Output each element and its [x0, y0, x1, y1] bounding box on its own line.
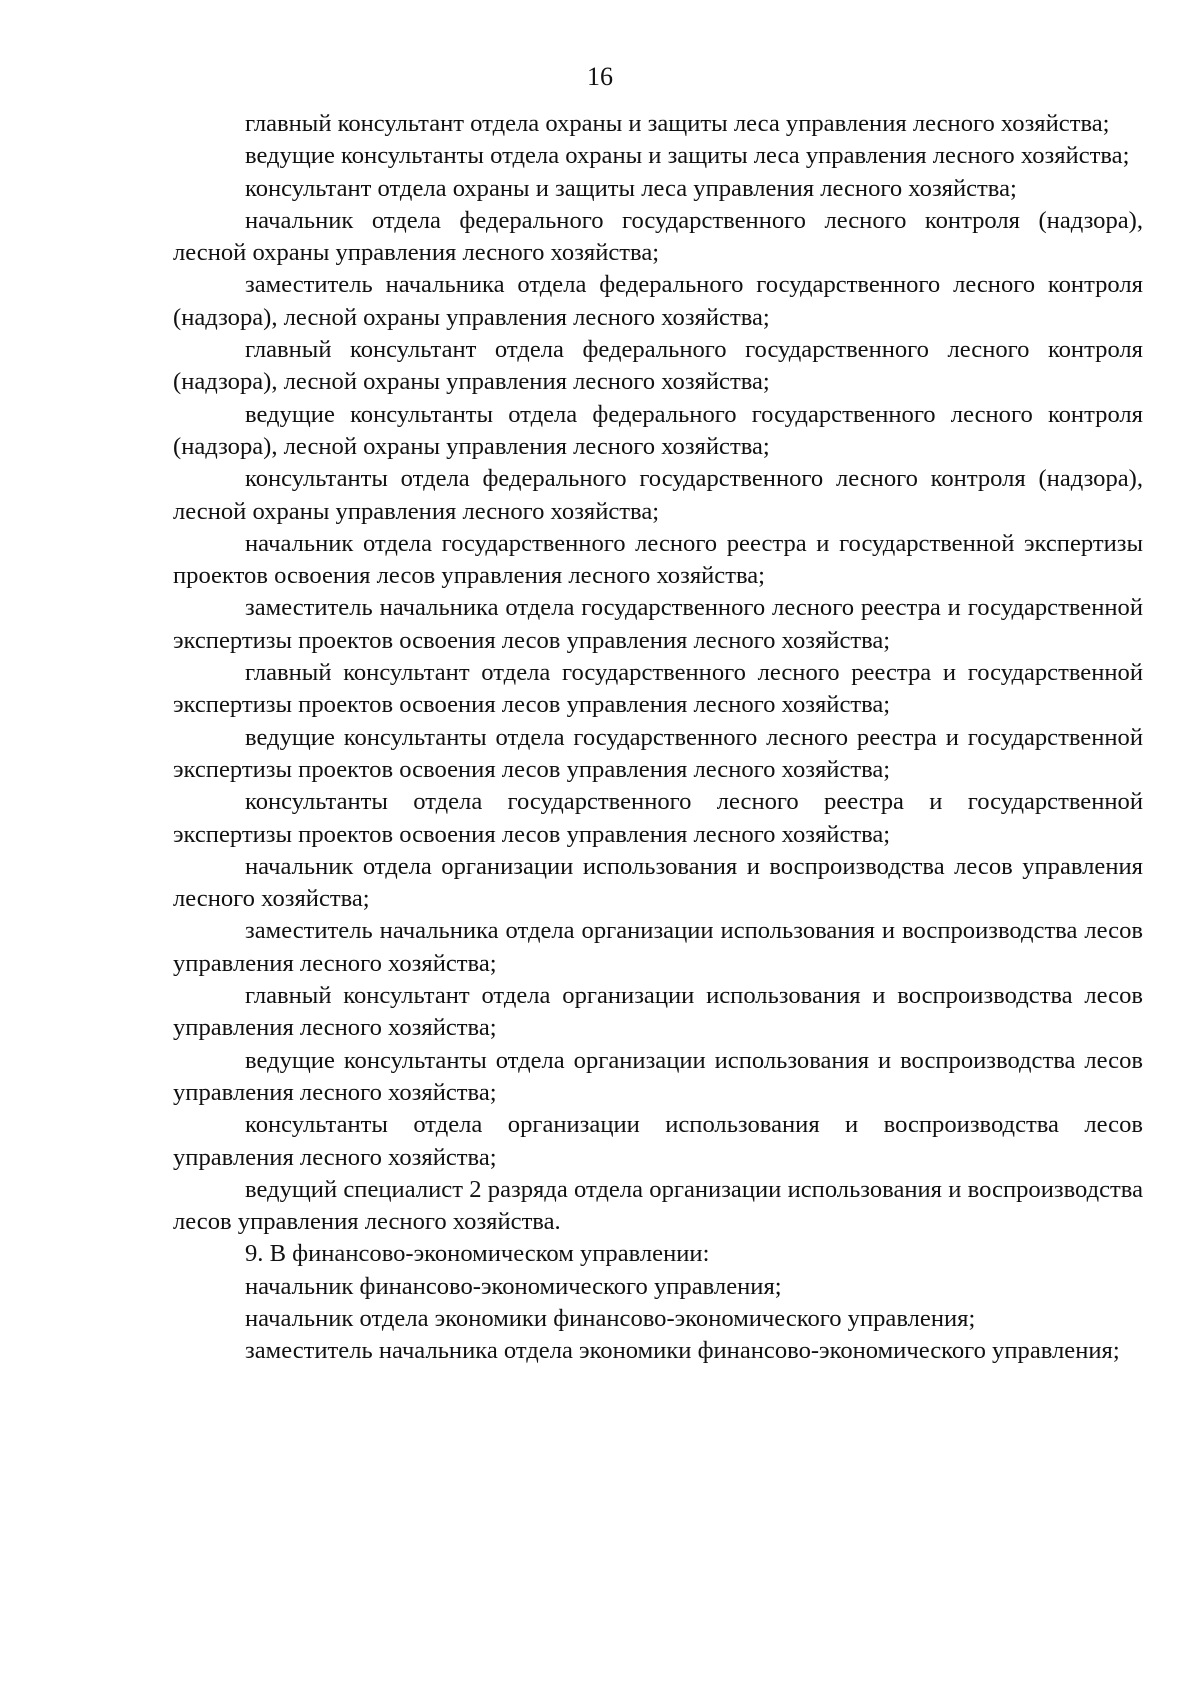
- paragraph: ведущие консультанты отдела государственного лесного реестра и государственной экспертизы проектов освоения лесов управления лесного хозяйства;: [173, 723, 1143, 783]
- paragraph: консультанты отдела федерального государственного лесного контроля (надзора), лесной охраны управления лесного хозяйства;: [173, 465, 1143, 525]
- paragraph: заместитель начальника отдела государственного лесного реестра и государственной экспертизы проектов освоения лесов управления лесного хозяйства;: [173, 594, 1143, 654]
- paragraph: начальник отдела государственного лесного реестра и государственной экспертизы проектов освоения лесов управления лесного хозяйства;: [173, 529, 1143, 590]
- paragraph: начальник финансово-экономического управления;: [245, 1272, 782, 1300]
- page-number: 16: [587, 62, 613, 91]
- paragraph: ведущие консультанты отдела охраны и защиты леса управления лесного хозяйства;: [245, 142, 1130, 170]
- section-heading: 9. В финансово-экономическом управлении:: [245, 1240, 710, 1268]
- paragraph: ведущий специалист 2 разряда отдела организации использования и воспроизводства лесов управления лесного хозяйства.: [173, 1175, 1143, 1236]
- paragraph: главный консультант отдела организации использования и воспроизводства лесов управления лесного хозяйства;: [173, 982, 1143, 1042]
- paragraph: заместитель начальника отдела экономики финансово-экономического управления;: [245, 1337, 1120, 1365]
- paragraph: начальник отдела экономики финансово-экономического управления;: [245, 1304, 976, 1332]
- paragraph: ведущие консультанты отдела организации использования и воспроизводства лесов управления лесного хозяйства;: [173, 1046, 1143, 1106]
- paragraph: консультант отдела охраны и защиты леса управления лесного хозяйства;: [245, 174, 1017, 202]
- paragraph: начальник отдела федерального государственного лесного контроля (надзора), лесной охраны управления лесного хозяйства;: [173, 206, 1143, 267]
- paragraph: главный консультант отдела охраны и защиты леса управления лесного хозяйства;: [245, 110, 1110, 137]
- paragraph: главный консультант отдела федерального государственного лесного контроля (надзора), лесной охраны управления лесного хозяйства;: [173, 336, 1143, 396]
- paragraph: ведущие консультанты отдела федерального государственного лесного контроля (надзора), лесной охраны управления лесного хозяйства;: [173, 400, 1143, 460]
- paragraph: консультанты отдела организации использования и воспроизводства лесов управления лесного хозяйства;: [173, 1111, 1143, 1171]
- document-body: [173, 108, 1143, 1368]
- paragraph: консультанты отдела государственного лесного реестра и государственной экспертизы проектов освоения лесов управления лесного хозяйства;: [173, 788, 1143, 848]
- paragraph: заместитель начальника отдела организации использования и воспроизводства лесов управления лесного хозяйства;: [173, 917, 1143, 977]
- paragraph: заместитель начальника отдела федерального государственного лесного контроля (надзора), лесной охраны управления лесного хозяйства;: [173, 271, 1143, 331]
- paragraph: начальник отдела организации использования и воспроизводства лесов управления лесного хозяйства;: [173, 852, 1143, 913]
- paragraph: главный консультант отдела государственного лесного реестра и государственной экспертизы проектов освоения лесов управления лесного хозяйства;: [173, 659, 1143, 719]
